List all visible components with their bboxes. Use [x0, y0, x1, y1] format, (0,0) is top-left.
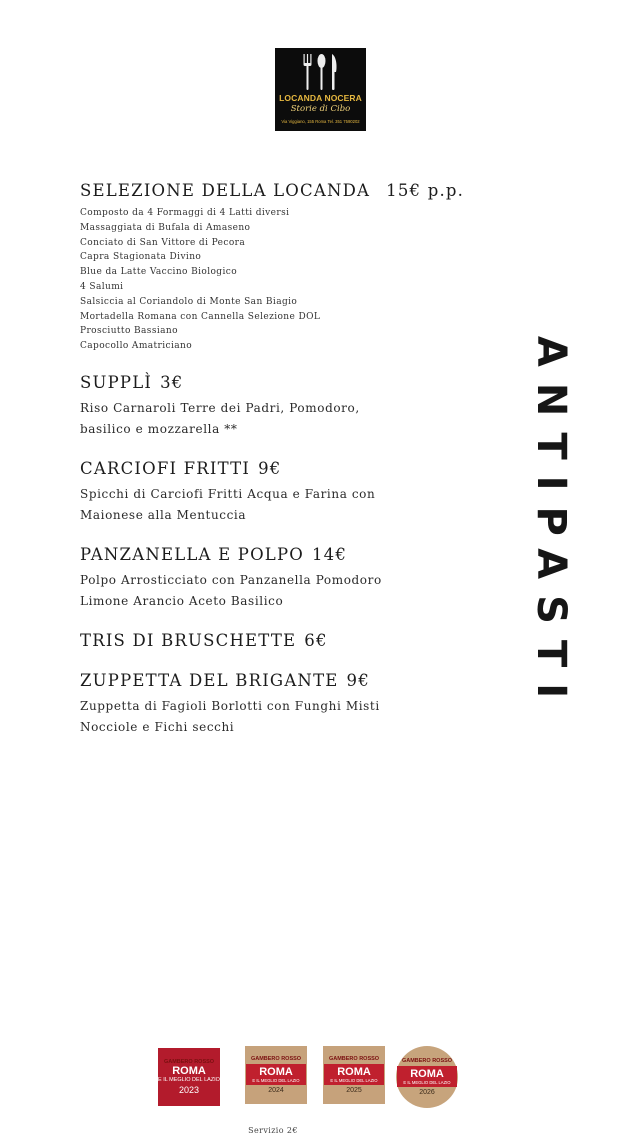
dish-description-line: Composto da 4 Formaggi di 4 Latti diversi	[80, 208, 290, 218]
award-badge	[323, 1046, 385, 1104]
badge-plate	[246, 1064, 305, 1085]
badge-city: ROMA	[172, 1065, 206, 1077]
dish-name: PANZANELLA E POLPO	[80, 544, 304, 564]
dish-name: CARCIOFI FRITTI	[80, 458, 251, 478]
dish-description-line: Spicchi di Carciofi Fritti Acqua e Farina con	[80, 486, 376, 501]
award-badge	[396, 1046, 458, 1108]
dish-description-line: basilico e mozzarella **	[80, 421, 238, 436]
logo-tagline: Storie di Cibo	[290, 104, 351, 114]
badge-city: ROMA	[337, 1066, 371, 1078]
dish-name: TRIS DI BRUSCHETTE	[80, 630, 297, 650]
badge-subtitle: E IL MEGLIO DEL LAZIO	[330, 1078, 378, 1083]
dish-name: SUPPLÌ	[80, 372, 153, 392]
dish-description-line: Capocollo Amatriciano	[80, 341, 193, 352]
dish-description-line: 4 Salumi	[80, 281, 124, 292]
dish-name: SELEZIONE DELLA LOCANDA	[80, 181, 371, 200]
dish-description-line: Mortadella Romana con Cannella Selezione DOL	[80, 311, 321, 322]
badge-brand: GAMBERO ROSSO	[328, 1056, 380, 1062]
badge-city: ROMA	[259, 1066, 293, 1078]
service-charge: Servizio 2€	[248, 1126, 298, 1135]
menu-item-title	[80, 458, 500, 480]
dish-description-line: Salsiccia al Coriandolo di Monte San Biagio	[80, 296, 298, 307]
menu-item-title	[80, 544, 500, 566]
dish-description-line: Limone Arancio Aceto Basilico	[80, 593, 284, 608]
menu-item	[80, 458, 500, 526]
menu-item	[80, 630, 500, 652]
menu-item	[80, 544, 500, 612]
dish-description-line: Zuppetta di Fagioli Borlotti con Funghi Misti	[80, 698, 380, 713]
menu-item-title	[80, 630, 500, 652]
badge-city: ROMA	[410, 1068, 444, 1080]
dish-price: 9€	[258, 458, 282, 478]
dish-price: 3€	[160, 372, 184, 392]
dish-description-line: Massaggiata di Bufala di Amaseno	[80, 222, 251, 233]
dish-price: 6€	[304, 630, 328, 650]
cutlery-icon	[303, 52, 338, 90]
badge-brand: GAMBERO ROSSO	[401, 1058, 453, 1064]
menu-item	[80, 372, 500, 440]
logo-address: Via Viggiano, 155 Roma Tel. 351 7590202	[281, 119, 360, 124]
awards-row	[0, 1046, 640, 1108]
menu-item	[80, 180, 500, 354]
badge-brand: GAMBERO ROSSO	[250, 1056, 302, 1062]
dish-name: ZUPPETTA DEL BRIGANTE	[80, 670, 339, 690]
badge-year: 2025	[346, 1087, 362, 1094]
dish-description-line: Conciato di San Vittore di Pecora	[80, 237, 246, 248]
badge-plate	[397, 1066, 456, 1087]
badge-year: 2024	[268, 1087, 284, 1094]
badge-year: 2023	[178, 1085, 200, 1095]
section-title	[521, 335, 581, 715]
dish-description-line: Capra Stagionata Divino	[80, 252, 202, 263]
award-badge	[245, 1046, 307, 1104]
award-badge	[158, 1048, 220, 1106]
menu-list	[80, 180, 500, 756]
dish-description-line: Riso Carnaroli Terre dei Padri, Pomodoro,	[80, 400, 360, 415]
menu-item	[80, 670, 500, 738]
dish-description-line: Blue da Latte Vaccino Biologico	[80, 267, 238, 278]
badge-brand: GAMBERO ROSSO	[163, 1059, 215, 1065]
logo-name: LOCANDA NOCERA	[279, 93, 362, 103]
dish-price: 14€	[311, 544, 348, 564]
badge-plate	[324, 1064, 383, 1085]
badge-year: 2026	[419, 1089, 435, 1096]
menu-item-title	[80, 670, 500, 692]
badge-subtitle: E IL MEGLIO DEL LAZIO	[252, 1078, 300, 1083]
menu-item-title	[80, 180, 500, 202]
dish-description-line: Maionese alla Mentuccia	[80, 507, 247, 522]
badge-subtitle: E IL MEGLIO DEL LAZIO	[403, 1080, 451, 1085]
dish-price: 15€ p.p.	[386, 181, 465, 200]
dish-description-line: Polpo Arrosticciato con Panzanella Pomodoro	[80, 572, 382, 587]
section-title-text: ANTIPASTI	[528, 335, 574, 715]
restaurant-logo	[275, 48, 366, 131]
dish-price: 9€	[346, 670, 370, 690]
dish-description-line: Nocciole e Fichi secchi	[80, 719, 235, 734]
menu-item-title	[80, 372, 500, 394]
badge-subtitle: E IL MEGLIO DEL LAZIO	[158, 1077, 220, 1083]
dish-description-line: Prosciutto Bassiano	[80, 326, 178, 337]
